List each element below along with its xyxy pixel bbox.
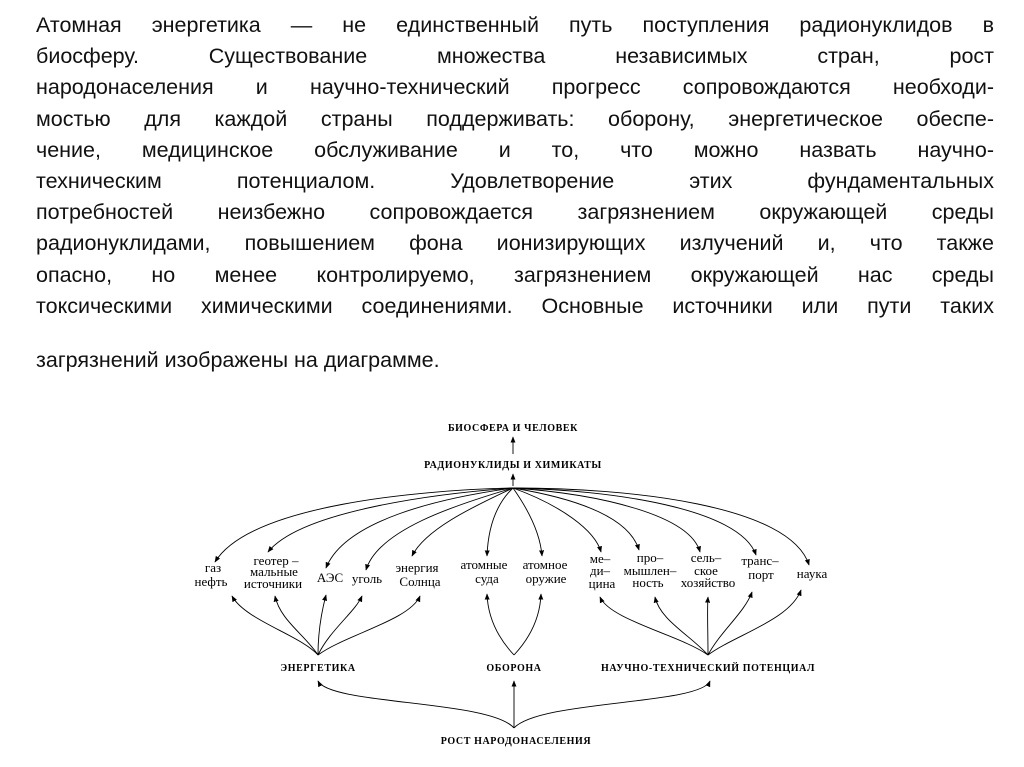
svg-text:атомные: атомные bbox=[460, 557, 508, 572]
svg-text:атомное: атомное bbox=[522, 557, 568, 572]
svg-text:цина: цина bbox=[588, 576, 616, 591]
node-science: наука bbox=[796, 566, 828, 581]
node-medicine bbox=[589, 551, 616, 591]
radionuclides-label: РАДИОНУКЛИДЫ И ХИМИКАТЫ bbox=[424, 460, 602, 471]
paragraph-line: радионуклидами, повышением фона ионизирующих излучений и, что также bbox=[36, 231, 994, 256]
paragraph-line: мостью для каждой страны поддерживать: оборону, энергетическое обеспе- bbox=[36, 106, 994, 131]
node-aes: АЭС bbox=[316, 570, 344, 585]
biosphere-label: БИОСФЕРА И ЧЕЛОВЕК bbox=[447, 423, 579, 434]
svg-text:мальные: мальные bbox=[250, 564, 298, 579]
paragraph-gap bbox=[36, 322, 994, 345]
node-nuclear-ships bbox=[461, 557, 508, 586]
svg-text:Солнца: Солнца bbox=[399, 574, 441, 589]
svg-text:хозяйство: хозяйство bbox=[680, 575, 736, 590]
potential-arrows bbox=[600, 590, 801, 655]
svg-text:сель–: сель– bbox=[690, 550, 722, 565]
svg-text:ди–: ди– bbox=[589, 563, 611, 578]
node-gas-oil bbox=[195, 560, 228, 589]
paragraph-line: Атомная энергетика — не единственный путь поступления радионуклидов в bbox=[36, 13, 994, 37]
population-arrows bbox=[318, 681, 710, 728]
node-geothermal bbox=[244, 553, 302, 591]
node-industry bbox=[624, 550, 677, 590]
paragraph-line: народонаселения и научно-технический прогресс сопровождаются необходи- bbox=[36, 75, 994, 100]
svg-text:энергия: энергия bbox=[395, 560, 439, 575]
node-transport bbox=[741, 553, 779, 582]
paragraph-line: потребностей неизбежно сопровождается загрязнением окружающей среды bbox=[36, 200, 994, 225]
paragraph-line: опасно, но менее контролируемо, загрязнением окружающей нас среды bbox=[36, 262, 994, 287]
svg-text:про–: про– bbox=[636, 550, 664, 565]
svg-text:суда: суда bbox=[475, 571, 499, 586]
paragraph-line: биосферу. Существование множества независимых стран, рост bbox=[36, 44, 994, 69]
potential-label: НАУЧНО-ТЕХНИЧЕСКИЙ ПОТЕНЦИАЛ bbox=[600, 663, 816, 674]
node-agriculture bbox=[681, 550, 736, 590]
intro-paragraph bbox=[36, 10, 994, 376]
energetics-label: ЭНЕРГЕТИКА bbox=[280, 663, 356, 674]
defense-label: ОБОРОНА bbox=[486, 663, 542, 674]
paragraph-line: техническим потенциалом. Удовлетворение этих фундаментальных bbox=[36, 169, 994, 194]
svg-text:оружие: оружие bbox=[525, 571, 567, 586]
paragraph-line: чение, медицинское обслуживание и то, что можно назвать научно- bbox=[36, 137, 994, 162]
svg-text:транс–: транс– bbox=[741, 553, 779, 568]
svg-text:источники: источники bbox=[243, 576, 303, 591]
svg-text:мышлен–: мышлен– bbox=[623, 563, 677, 578]
node-nuclear-weapons bbox=[523, 557, 568, 586]
energy-arrows bbox=[232, 595, 420, 655]
paragraph-line: токсическими химическими соединениями. Основные источники или пути таких bbox=[36, 293, 994, 318]
svg-text:геотер –: геотер – bbox=[253, 553, 299, 568]
node-solar-energy bbox=[395, 560, 440, 589]
svg-text:ме–: ме– bbox=[589, 551, 611, 566]
svg-text:газ: газ bbox=[204, 560, 222, 575]
population-growth-label: РОСТ НАРОДОНАСЕЛЕНИЯ bbox=[440, 736, 592, 747]
node-coal: уголь bbox=[351, 571, 383, 586]
paragraph-line: загрязнений изображены на диаграмме. bbox=[36, 348, 440, 373]
svg-text:нефть: нефть bbox=[194, 574, 228, 589]
pollution-sources-diagram bbox=[0, 400, 1024, 767]
svg-text:порт: порт bbox=[748, 567, 774, 582]
svg-text:ность: ность bbox=[632, 575, 664, 590]
defense-arrows bbox=[487, 594, 541, 655]
svg-text:ское: ское bbox=[694, 563, 718, 578]
